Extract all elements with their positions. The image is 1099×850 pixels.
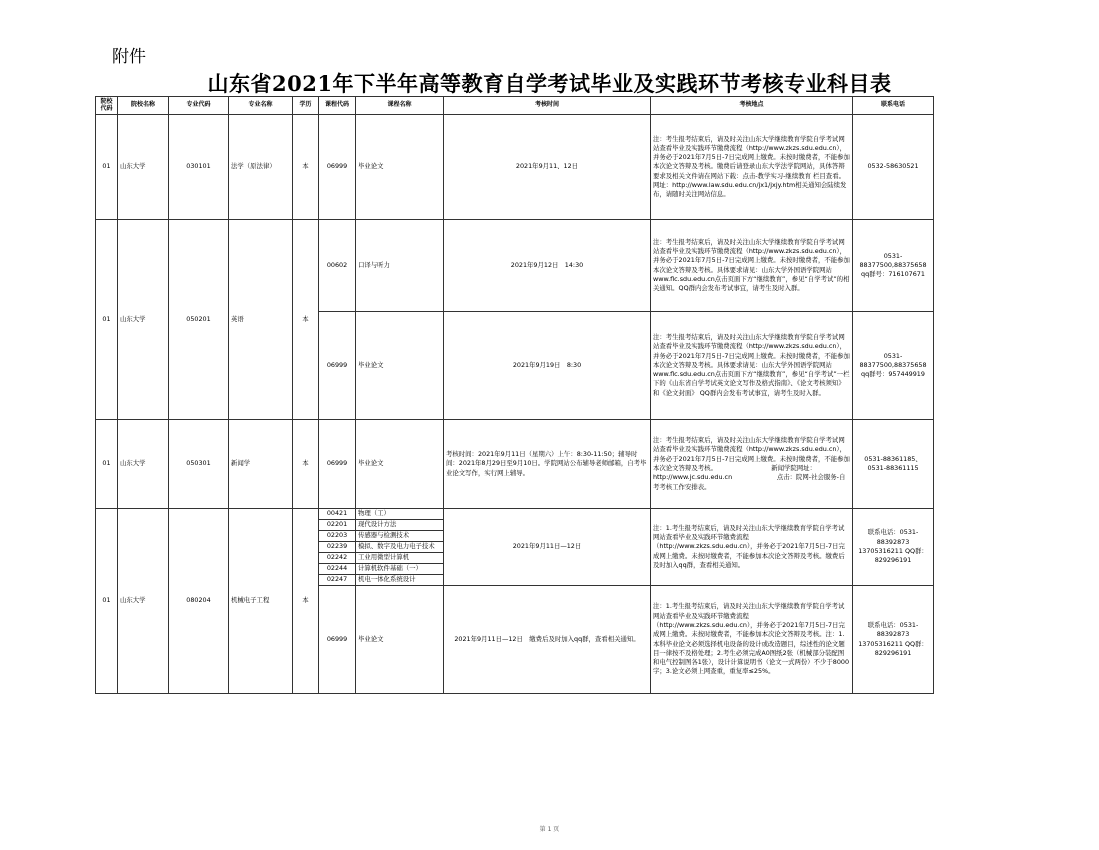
course-code: 00421 [319, 509, 356, 520]
course-name: 现代设计方法 [356, 520, 444, 531]
exam-time: 考核时间：2021年9月11日（星期六）上午：8:30-11:50；辅导时间：2021年8月29日至9月10日。学院网站公布辅导老师邮箱，自考毕业论文写作，实行网上辅导。 [444, 420, 651, 509]
header-major-name: 专业名称 [229, 97, 293, 115]
contact-phone: 联系电话：0531-88392873 13705316211 QQ群：829296191 [853, 509, 934, 586]
major-code: 050301 [169, 420, 229, 509]
course-name: 工业用微型计算机 [356, 553, 444, 564]
course-name: 模拟、数字及电力电子技术 [356, 542, 444, 553]
major-name: 新闻学 [229, 420, 293, 509]
exam-location: 注：考生报考结束后，请及时关注山东大学继续教育学院自学考试网站查看毕业及实践环节缴费流程（http://www.zkzs.sdu.edu.cn），并务必于2021年7月5日-7日完成网上缴费。未按时缴费者，不能参加本次论文答辩及考核。具体要求请见：山东大学外国语学院网站 www.flc.sdu.edu.cn点击页面下方“继续教育”，参见“自学考试”一栏下的《山东省自学考试英文论文写作及格式指南》、《论文考核须知》和《论文封面》 QQ群内会发布考试事宜，请考生及时入群。 [651, 312, 853, 420]
course-name: 毕业论文 [356, 312, 444, 420]
header-time: 考核时间 [444, 97, 651, 115]
exam-time: 2021年9月11日—12日 缴费后及时加入qq群，查看相关通知。 [444, 586, 651, 694]
course-code: 02203 [319, 531, 356, 542]
school-name: 山东大学 [118, 509, 169, 694]
course-name: 毕业论文 [356, 420, 444, 509]
contact-phone: 0531-88377500,88375658 qq群号：957449919 [853, 312, 934, 420]
level: 本 [293, 420, 319, 509]
course-name: 机电一体化系统设计 [356, 575, 444, 586]
course-name: 物理（工） [356, 509, 444, 520]
major-name: 英语 [229, 220, 293, 420]
course-code: 02201 [319, 520, 356, 531]
exam-time: 2021年9月11、12日 [444, 115, 651, 220]
table-row [96, 509, 934, 520]
page-number: 第 1 页 [539, 826, 560, 833]
course-name: 传感器与检测技术 [356, 531, 444, 542]
major-code: 030101 [169, 115, 229, 220]
course-name: 口译与听力 [356, 220, 444, 312]
school-code: 01 [96, 115, 118, 220]
level: 本 [293, 115, 319, 220]
major-code: 080204 [169, 509, 229, 694]
school-code: 01 [96, 220, 118, 420]
header-location: 考核地点 [651, 97, 853, 115]
course-code: 02247 [319, 575, 356, 586]
contact-phone: 0532-58630521 [853, 115, 934, 220]
contact-phone: 0531-88361185、0531-88361115 [853, 420, 934, 509]
school-name: 山东大学 [118, 115, 169, 220]
course-code: 00602 [319, 220, 356, 312]
table-row [96, 115, 934, 220]
table-row [96, 220, 934, 312]
header-major-code: 专业代码 [169, 97, 229, 115]
major-code: 050201 [169, 220, 229, 420]
header-level: 学历 [293, 97, 319, 115]
school-name: 山东大学 [118, 220, 169, 420]
exam-location: 注：考生报考结束后，请及时关注山东大学继续教育学院自学考试网站查看毕业及实践环节缴费流程（http://www.zkzs.sdu.edu.cn），并务必于2021年7月5日-7日完成网上缴费。未按时缴费者，不能参加本次论文答辩及考核。具体要求请见：山东大学外国语学院网站 www.flc.sdu.edu.cn点击页面下方“继续教育”，参见“自学考试”的相关通知。QQ群内会发布考试事宜，请考生及时入群。 [651, 220, 853, 312]
course-code: 06999 [319, 115, 356, 220]
attachment-label: 附件 [112, 47, 146, 67]
exam-location: 注：考生报考结束后，请及时关注山东大学继续教育学院自学考试网站查看毕业及实践环节缴费流程（http://www.zkzs.sdu.edu.cn），并务必于2021年7月5日-7日完成网上缴费。未按时缴费者，不能参加本次论文答辩及考核。 新闻学院网址：http://www.jc.sdu.edu.cn 点击：院网-社会服务-自考考核工作安排表。 [651, 420, 853, 509]
header-school-name: 院校名称 [118, 97, 169, 115]
page-title: 山东省2021年下半年高等教育自学考试毕业及实践环节考核专业科目表 [207, 71, 892, 96]
header-school-code: 院校代码 [96, 97, 118, 115]
exam-location: 注：考生报考结束后，请及时关注山东大学继续教育学院自学考试网站查看毕业及实践环节缴费流程（http://www.zkzs.sdu.edu.cn），并务必于2021年7月5日-7日完成网上缴费。未按时缴费者，不能参加本次论文答辩及考核。缴费后请登录山东大学法学院网站，具体答辩要求及相关文件请在网站下载：点击-教学实习-继续教育 栏目查看。网址：http://www.law.sdu.edu.cn/jx1/jxjy.htm相关通知会陆续发布，请随时关注网站信息。 [651, 115, 853, 220]
major-name: 法学（原法律） [229, 115, 293, 220]
school-name: 山东大学 [118, 420, 169, 509]
contact-phone: 联系电话：0531-88392873 13705316211 QQ群：829296191 [853, 586, 934, 694]
course-code: 02244 [319, 564, 356, 575]
subjects-table [95, 96, 934, 694]
major-name: 机械电子工程 [229, 509, 293, 694]
header-phone: 联系电话 [853, 97, 934, 115]
course-name: 计算机软件基础（一） [356, 564, 444, 575]
level: 本 [293, 220, 319, 420]
header-row [96, 97, 934, 115]
exam-location: 注：1.考生报考结束后，请及时关注山东大学继续教育学院自学考试网站查看毕业及实践环节缴费流程（http://www.zkzs.sdu.edu.cn），并务必于2021年7月5日-7日完成网上缴费。未按时缴费者，不能参加本次论文答辩及考核。注：1.本科毕业论文必须选择机电设备的设计或改造题目，综述性的论文题目一律按不及格处理；2.考生必须完成A0图纸2张（机械部分装配图和电气控制图各1张），设计计算说明书（论文一式两份）不少于8000字；3.论文必须上网查重，重复率≤25%。 [651, 586, 853, 694]
exam-time: 2021年9月11日—12日 [444, 509, 651, 586]
table-row [96, 420, 934, 509]
contact-phone: 0531-88377500,88375658 qq群号：716107671 [853, 220, 934, 312]
header-course-code: 课程代码 [319, 97, 356, 115]
header-course-name: 课程名称 [356, 97, 444, 115]
course-code: 06999 [319, 312, 356, 420]
course-code: 06999 [319, 586, 356, 694]
exam-time: 2021年9月19日 8:30 [444, 312, 651, 420]
exam-time: 2021年9月12日 14:30 [444, 220, 651, 312]
level: 本 [293, 509, 319, 694]
school-code: 01 [96, 420, 118, 509]
course-code: 02239 [319, 542, 356, 553]
course-name: 毕业论文 [356, 115, 444, 220]
course-name: 毕业论文 [356, 586, 444, 694]
exam-location: 注：1.考生报考结束后，请及时关注山东大学继续教育学院自学考试网站查看毕业及实践环节缴费流程（http://www.zkzs.sdu.edu.cn），并务必于2021年7月5日-7日完成网上缴费。未按时缴费者，不能参加本次论文答辩及考核。缴费后及时加入qq群，查看相关通知。 [651, 509, 853, 586]
course-code: 06999 [319, 420, 356, 509]
school-code: 01 [96, 509, 118, 694]
course-code: 02242 [319, 553, 356, 564]
